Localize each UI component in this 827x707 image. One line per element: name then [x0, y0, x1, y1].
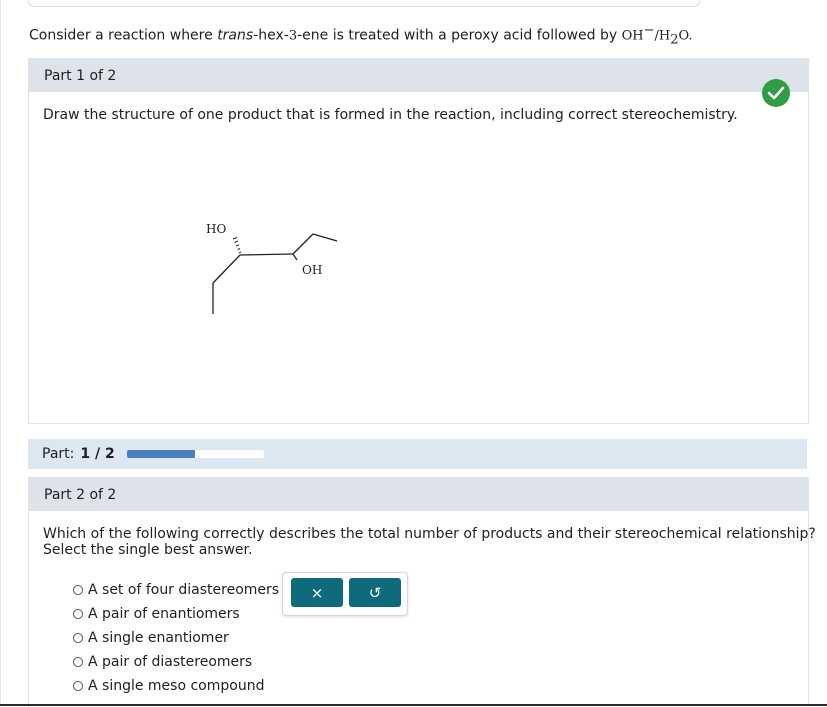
part-progress	[28, 439, 807, 469]
undo-icon: ↺	[368, 583, 382, 602]
answer-actions	[282, 572, 408, 616]
progress-value: 1 / 2	[80, 446, 115, 462]
reagent-hydroxide: OH	[621, 28, 644, 44]
part2-question-line2: Select the single best answer.	[43, 542, 253, 558]
reagent-water-sub: 2	[670, 32, 679, 48]
part2-card	[28, 477, 816, 707]
close-icon: ×	[310, 583, 324, 602]
progress-track	[127, 450, 264, 458]
part1-card	[28, 58, 809, 424]
reagent-charge: −	[643, 23, 655, 38]
radio-button[interactable]	[73, 657, 83, 667]
part2-question	[43, 526, 816, 558]
problem-statement	[29, 23, 693, 47]
radio-button[interactable]	[73, 633, 83, 643]
part1-header: Part 1 of 2	[29, 59, 808, 92]
check-icon	[762, 79, 790, 107]
part2-header: Part 2 of 2	[29, 478, 808, 511]
option-pair-enantiomers[interactable]	[73, 602, 279, 626]
prompt-text: Consider a reaction where	[29, 27, 218, 44]
option-label: A pair of enantiomers	[88, 606, 240, 622]
option-four-diastereomers[interactable]	[73, 578, 279, 602]
product-structure[interactable]	[203, 218, 343, 318]
reagent-slash: /	[654, 28, 659, 44]
previous-panel-edge	[28, 0, 700, 7]
left-border	[0, 0, 1, 706]
answer-options	[73, 578, 279, 698]
prompt-locant: 3	[288, 28, 298, 44]
bottom-hydroxyl-label: OH	[302, 263, 323, 277]
option-label: A single meso compound	[88, 678, 265, 694]
undo-button[interactable]	[349, 578, 401, 607]
radio-button[interactable]	[73, 609, 83, 619]
radio-button[interactable]	[73, 585, 83, 595]
radio-button[interactable]	[73, 681, 83, 691]
part2-question-line1: Which of the following correctly describes the total number of products and their stereochemical relationship?	[43, 526, 816, 542]
top-hydroxyl-label: HO	[206, 222, 227, 236]
progress-fill	[127, 450, 196, 458]
part1-question: Draw the structure of one product that is formed in the reaction, including correct stereochemistry.	[43, 107, 738, 123]
clear-button[interactable]	[291, 578, 343, 607]
hashed-wedge-bond	[233, 238, 241, 254]
reagent-water-h: H	[658, 28, 671, 44]
progress-label: Part:	[42, 446, 75, 462]
option-label: A set of four diastereomers	[88, 582, 280, 598]
prompt-compound: -hex-	[253, 27, 289, 44]
prompt-suffix: -ene is treated with a peroxy acid followed by	[297, 27, 622, 44]
option-single-enantiomer[interactable]	[73, 626, 279, 650]
option-label: A single enantiomer	[88, 630, 229, 646]
reagent-water-o: O.	[678, 28, 693, 44]
prompt-italic: trans	[217, 27, 254, 44]
option-meso-compound[interactable]	[73, 674, 279, 698]
option-pair-diastereomers[interactable]	[73, 650, 279, 674]
option-label: A pair of diastereomers	[88, 654, 253, 670]
